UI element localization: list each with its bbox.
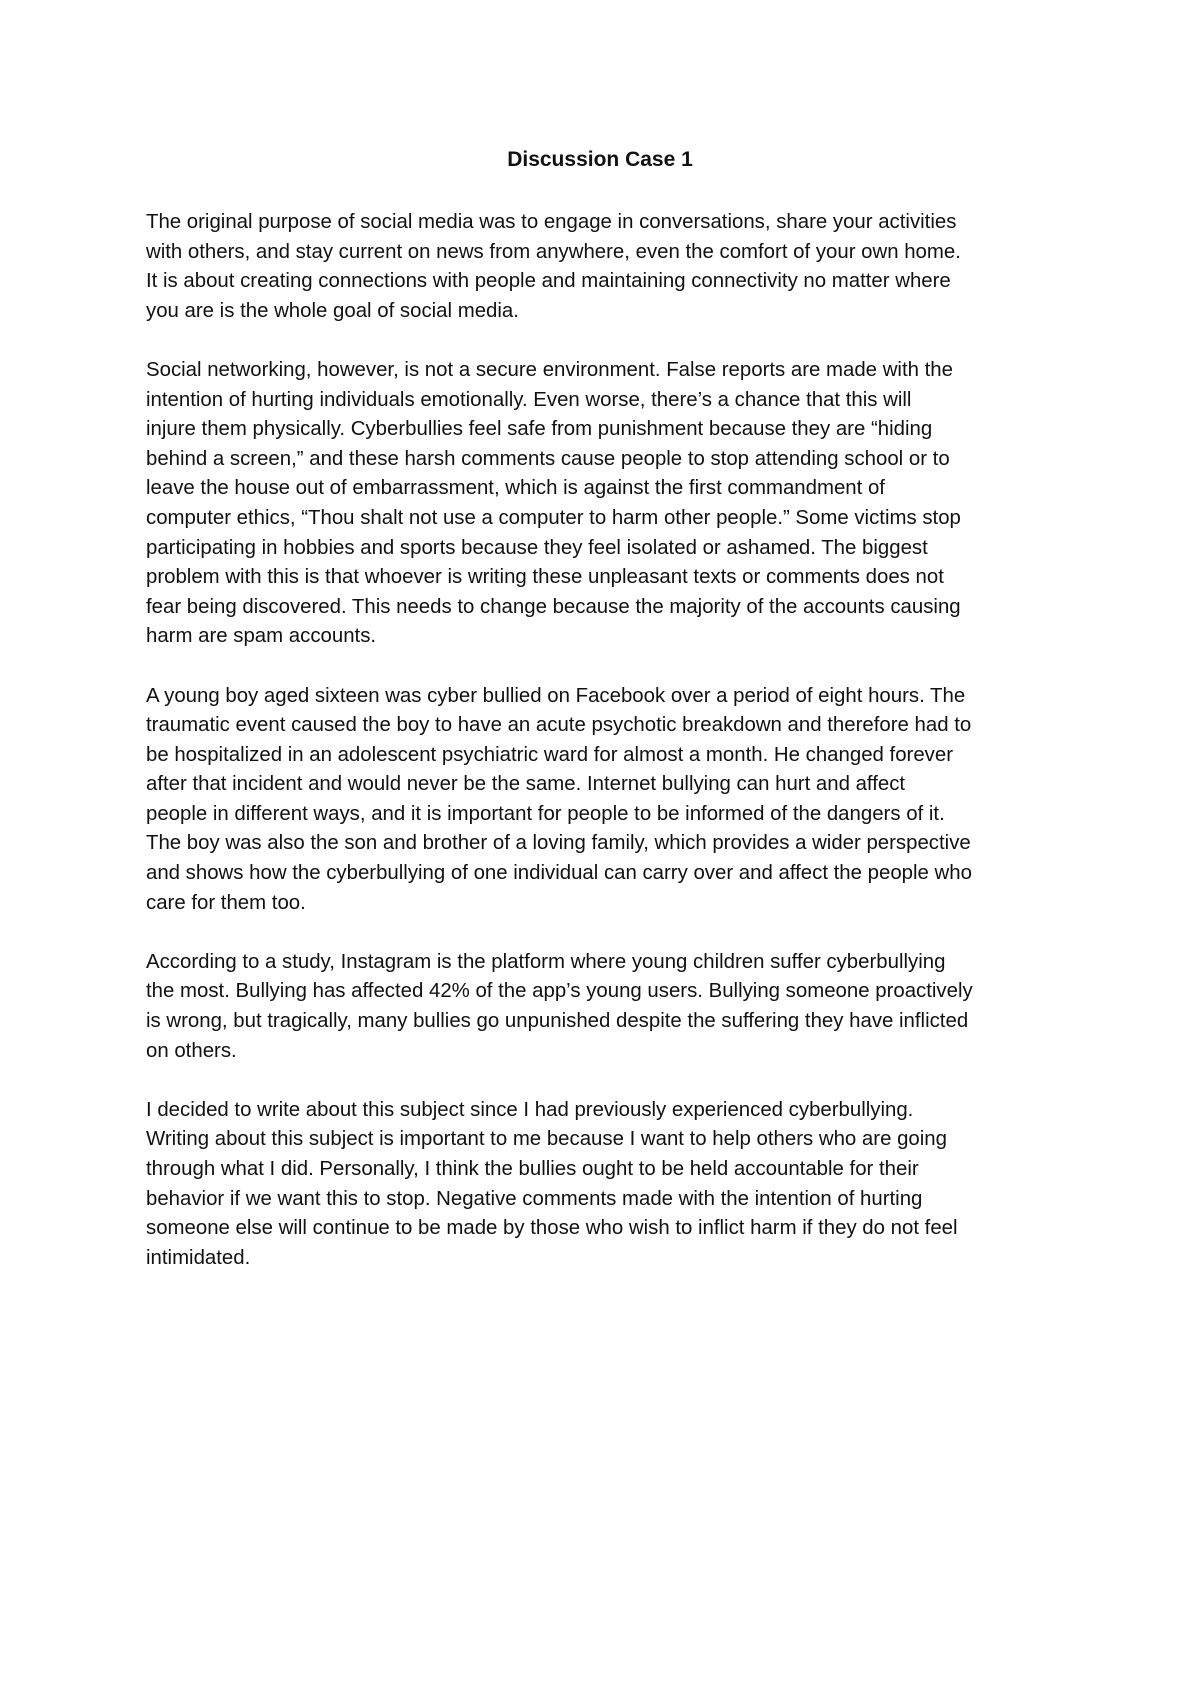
text-line: problem with this is that whoever is writing these unpleasant texts or comments does not [146,566,944,589]
text-line: leave the house out of embarrassment, which is against the first commandment of [146,477,885,500]
text-line: The original purpose of social media was to engage in conversations, share your activities [146,211,957,233]
paragraph-4 [146,948,1076,1066]
text-line: on others. [146,1039,237,1062]
text-line: the most. Bullying has affected 42% of the app’s young users. Bullying someone proactively [146,980,973,1003]
paragraph-1 [146,208,1076,326]
text-line: people in different ways, and it is important for people to be informed of the dangers of it. [146,802,945,825]
text-line: with others, and stay current on news from anywhere, even the comfort of your own home. [146,240,961,263]
text-line: According to a study, Instagram is the platform where young children suffer cyberbullying [146,950,946,973]
text-line: be hospitalized in an adolescent psychiatric ward for almost a month. He changed forever [146,743,954,766]
text-line: It is about creating connections with people and maintaining connectivity no matter where [146,270,951,293]
text-line: intention of hurting individuals emotionally. Even worse, there’s a chance that this will [146,388,912,411]
paragraph-3 [146,682,1076,919]
text-line: you are is the whole goal of social media. [146,299,519,322]
text-line: behind a screen,” and these harsh comments cause people to stop attending school or to [146,447,950,470]
text-line: after that incident and would never be the same. Internet bullying can hurt and affect [146,773,906,796]
text-line: through what I did. Personally, I think the bullies ought to be held accountable for their [146,1158,919,1180]
text-line: care for them too. [146,891,306,914]
document-body [146,208,1076,1303]
text-line: someone else will continue to be made by those who wish to inflict harm if they do not feel [146,1217,958,1240]
paragraph-2 [146,356,1076,652]
text-line: A young boy aged sixteen was cyber bullied on Facebook over a period of eight hours. The [146,684,966,707]
text-line: intimidated. [146,1246,251,1269]
text-line: The boy was also the son and brother of a loving family, which provides a wider perspective [146,832,971,855]
text-line: computer ethics, “Thou shalt not use a computer to harm other people.” Some victims stop [146,506,961,529]
text-line: injure them physically. Cyberbullies feel safe from punishment because they are “hiding [146,418,933,441]
paragraph-5 [146,1096,1076,1274]
text-line: fear being discovered. This needs to change because the majority of the accounts causing [146,595,961,618]
text-line: Writing about this subject is important to me because I want to help others who are going [146,1128,947,1151]
text-line: participating in hobbies and sports because they feel isolated or ashamed. The biggest [146,536,928,559]
document-title: Discussion Case 1 [507,148,693,171]
text-line: behavior if we want this to stop. Negative comments made with the intention of hurting [146,1187,923,1210]
text-line: traumatic event caused the boy to have an acute psychotic breakdown and therefore had to [146,714,972,737]
text-line: I decided to write about this subject since I had previously experienced cyberbullying. [146,1098,914,1121]
text-line: harm are spam accounts. [146,625,377,648]
text-line: and shows how the cyberbullying of one individual can carry over and affect the people who [146,862,972,885]
text-line: Social networking, however, is not a secure environment. False reports are made with the [146,358,953,381]
text-line: is wrong, but tragically, many bullies go unpunished despite the suffering they have inflicted [146,1010,969,1033]
